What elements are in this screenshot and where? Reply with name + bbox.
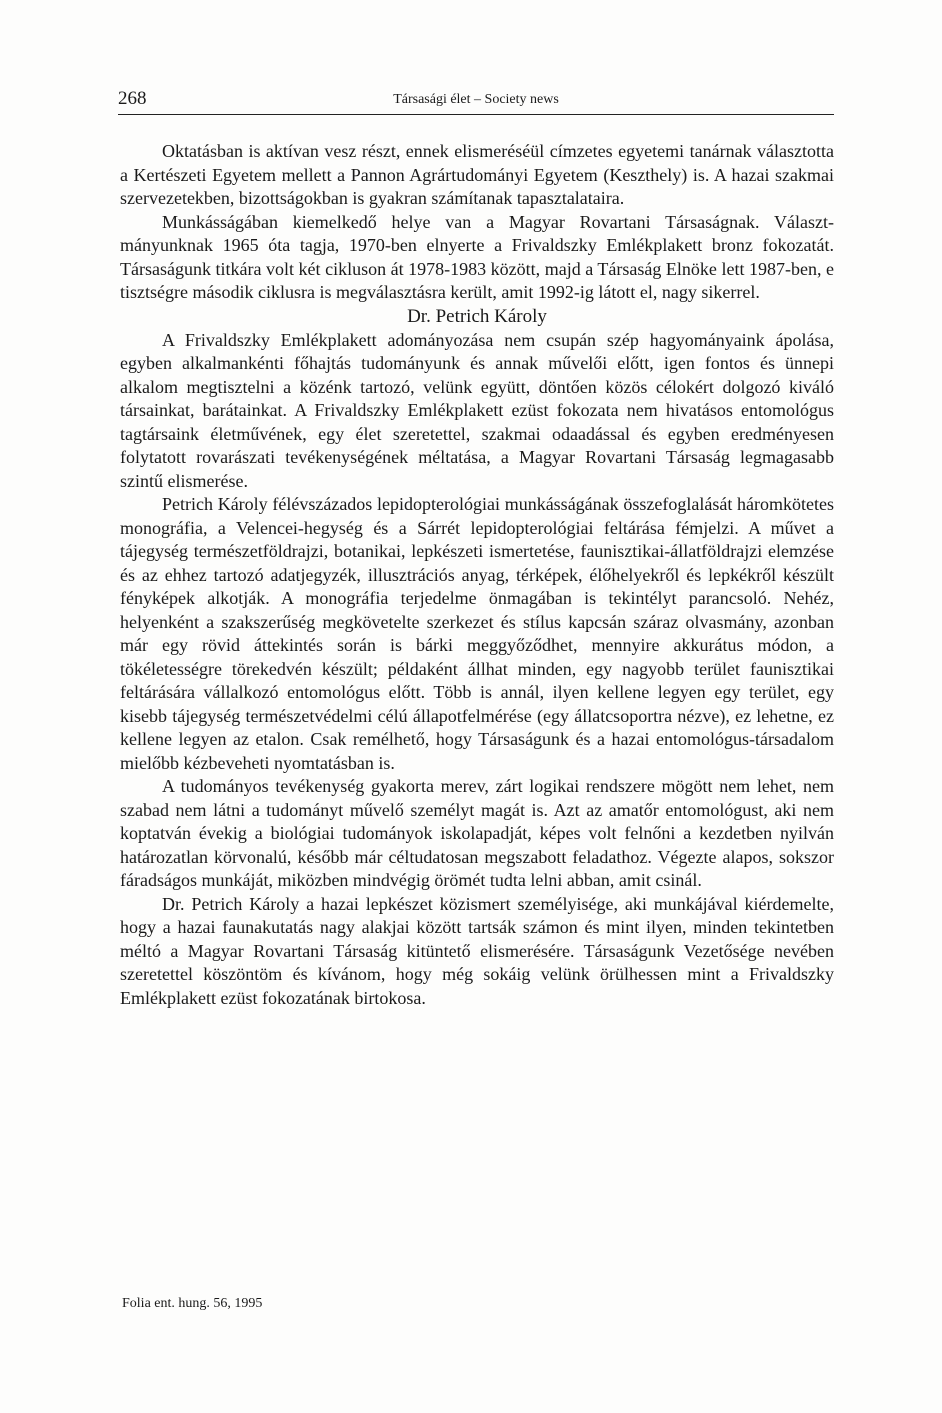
- paragraph: Petrich Károly félévszázados lepidopterológiai munkásságának összefoglalását háromkötetes monográfia, a Velencei-hegység és a Sárrét lepidopterológiai feltárása fémjelzi. A művet a tájegység természetföldrajzi, botanikai, lepkészeti ismertetése, faunisztikai-állatföldrajzi elemzése és az ehhez tartozó adatjegyzék, illusztrációs anyag, térképek, élőhelyekről és lepkékről készült fényképek alkotják. A monográfia terjedelme önmagában is tekintélyt parancsoló. Nehéz, helyenként a szakszerűség megkövetelte szerkezet és stílus kapcsán száraz olvasmány, azonban már egy rövid áttekintés során is bárki meggyőződhet, mennyire akkurátus módon, a tökéletességre törekedvén készült; példaként állhat minden, egy nagyobb terület faunisztikai feltárására vállalkozó entomológus előtt. Több is annál, ilyen kellene legyen egy terület, egy kisebb tájegység természetvédelmi célú állapotfelmérése (egy állatcsoportra nézve), ez lehetne, ez kellene legyen az etalon. Csak remélhető, hogy Társaságunk és a hazai entomológus-társadalom mielőbb kézbeveheti nyomtatásban is.: [120, 494, 834, 773]
- page-number: 268: [118, 88, 147, 109]
- article-body: [120, 140, 834, 1010]
- journal-citation: Folia ent. hung. 56, 1995: [122, 1296, 263, 1311]
- running-head: Társasági élet – Society news: [393, 92, 559, 107]
- paragraph: Munkásságában kiemelkedő helye van a Magyar Rovartani Társaságnak. Választmányunknak 1965 óta tagja, 1970-ben elnyerte a Frivaldszky Emlékplakett bronz fokozatát. Társaságunk titkára volt két cikluson át 1978-1983 között, majd a Társaság Elnöke lett 1987-ben, e tisztségre második ciklusra is megválasztásra került, amit 1992-ig látott el, nagy sikerrel.: [120, 211, 834, 302]
- paragraph: Oktatásban is aktívan vesz részt, ennek elismeréséül címzetes egyetemi tanárnak választotta a Kertészeti Egyetem mellett a Pannon Agrártudományi Egyetem (Keszthely) is. A hazai szakmai szervezetekben, bizottságokban is gyakran számítanak tapasztalataira.: [120, 141, 834, 208]
- page-header: [118, 88, 834, 115]
- paragraph: A tudományos tevékenység gyakorta merev, zárt logikai rendszere mögött nem lehet, nem szabad nem látni a tudományt művelő személyt magát is. Azt az amatőr entomológust, aki nem koptatván évekig a biológiai tudományok iskolapadját, képes volt felnőni a kezdetben nyilván határozatlan körvonalú, később már céltudatosan megszabott feladathoz. Végezte alapos, sokszor fáradságos munkáját, miközben mindvégig örömét tudta lelni abban, amit csinál.: [120, 776, 834, 890]
- section-title: Dr. Petrich Károly: [407, 305, 547, 327]
- paragraph: A Frivaldszky Emlékplakett adományozása nem csupán szép hagyományaink ápolása, egyben alkalmankénti főhajtás tudományunk és annak művelői előtt, igen fontos és ünnepi alkalom megtisztelni a közénk tartozó, velünk együtt, döntően közös célokért dolgozó kiváló társainkat, barátainkat. A Frivaldszky Emlékplakett ezüst fokozata nem hivatásos entomológus tagtársaink életművének, egy élet szeretettel, szakmai odaadással és egyben eredményesen folytatott rovarászati tevékenységének méltatása, a Magyar Rovartani Társaság legmagasabb szintű elismerése.: [120, 329, 834, 491]
- paragraph: Dr. Petrich Károly a hazai lepkészet közismert személyisége, aki munkájával kiérdemelte, hogy a hazai faunakutatás nagy alakjai között tartsák számon és mint ilyen, minden tekintetben méltó a Magyar Rovartani Társaság kitüntető elismerésére. Társaságunk Vezetősége nevében szeretettel köszöntöm és kívánom, hogy még sokáig velünk örülhessen mint a Frivaldszky Emlékplakett ezüst fokozatának birtokosa.: [120, 893, 834, 1008]
